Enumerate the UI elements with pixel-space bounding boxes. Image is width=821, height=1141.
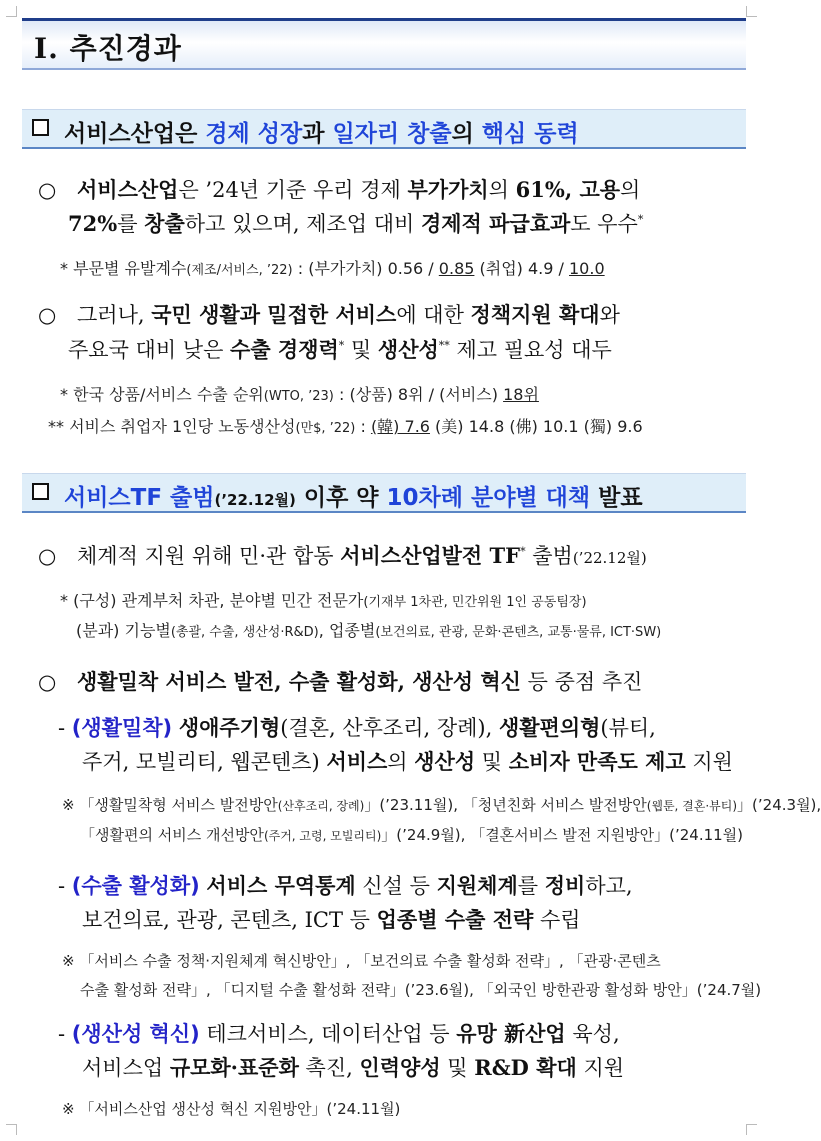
footnote: * 부문별 유발계수(제조/서비스, ’22) : (부가가치) 0.56 / 0.85 (취업) 4.9 / 10.0 <box>60 259 605 278</box>
chapter-title: Ⅰ. 추진경과 <box>34 32 182 65</box>
reference-note: ※ 「서비스산업 생산성 혁신 지원방안」(’24.11월) <box>62 1100 401 1118</box>
crop-mark <box>746 1124 757 1135</box>
footnote: * 한국 상품/서비스 수출 순위(WTO, ’23) : (상품) 8위 / (서비스) 18위 <box>60 385 539 404</box>
chapter-title-bar <box>22 18 746 70</box>
section-heading-1 <box>22 109 746 149</box>
section-heading-2 <box>22 473 746 513</box>
footnote: * (구성) 관계부처 차관, 분야별 민간 전문가(기재부 1차관, 민간위원 1인 공동팀장) <box>60 591 587 610</box>
sub-item-continuation: 주거, 모빌리티, 웹콘텐츠) 서비스의 생산성 및 소비자 만족도 제고 지원 <box>82 749 733 774</box>
list-item-continuation: 72%를 창출하고 있으며, 제조업 대비 경제적 파급효과도 우수* <box>68 211 644 236</box>
circle-bullet-icon: ○ <box>38 178 57 202</box>
sub-item-continuation: 보건의료, 관광, 콘텐츠, ICT 등 업종별 수출 전략 수립 <box>82 907 581 932</box>
crop-mark <box>746 6 757 17</box>
list-item: ○ 그러나, 국민 생활과 밀접한 서비스에 대한 정책지원 확대와 <box>38 302 620 327</box>
crop-mark <box>6 6 17 17</box>
list-item-continuation: 주요국 대비 낮은 수출 경쟁력* 및 생산성** 제고 필요성 대두 <box>68 337 612 362</box>
checkbox-square-icon <box>32 119 49 136</box>
list-item: ○ 체계적 지원 위해 민·관 합동 서비스산업발전 TF* 출범(’22.12월) <box>38 543 647 568</box>
footnote-continuation: (분과) 기능별(총괄, 수출, 생산성·R&D), 업종별(보건의료, 관광, 문화·콘텐츠, 교통·물류, ICT·SW) <box>76 621 662 640</box>
section-heading-text: 서비스TF 출범(’22.12월) 이후 약 10차례 분야별 대책 발표 <box>64 485 643 511</box>
circle-bullet-icon: ○ <box>38 544 57 568</box>
reference-note: ※ 「생활밀착형 서비스 발전방안(산후조리, 장례)」(’23.11월), 「청년친화 서비스 발전방안(웹툰, 결혼·뷰티)」(’24.3월), <box>62 796 821 814</box>
sub-item-continuation: 서비스업 규모화·표준화 촉진, 인력양성 및 R&D 확대 지원 <box>82 1055 625 1080</box>
crop-mark <box>6 1124 17 1135</box>
checkbox-square-icon <box>32 483 49 500</box>
reference-note: ※ 「서비스 수출 정책·지원체계 혁신방안」, 「보건의료 수출 활성화 전략」, 「관광·콘텐츠 <box>62 952 661 970</box>
sub-item: - (생산성 혁신) 테크서비스, 데이터산업 등 유망 新산업 육성, <box>58 1021 620 1046</box>
reference-note-continuation: 수출 활성화 전략」, 「디지털 수출 활성화 전략」(’23.6월), 「외국인 방한관광 활성화 방안」(’24.7월) <box>80 981 762 999</box>
list-item: ○ 서비스산업은 ’24년 기준 우리 경제 부가가치의 61%, 고용의 <box>38 177 641 202</box>
circle-bullet-icon: ○ <box>38 303 57 327</box>
reference-note-continuation: 「생활편의 서비스 개선방안(주거, 고령, 모빌리티)」(’24.9월), 「결혼서비스 발전 지원방안」(’24.11월) <box>80 826 744 844</box>
section-heading-text: 서비스산업은 경제 성장과 일자리 창출의 핵심 동력 <box>64 121 579 147</box>
sub-item: - (생활밀착) 생애주기형(결혼, 산후조리, 장례), 생활편의형(뷰티, <box>58 715 656 740</box>
footnote: ** 서비스 취업자 1인당 노동생산성(만$, ’22) : (韓) 7.6 (美) 14.8 (佛) 10.1 (獨) 9.6 <box>48 417 643 436</box>
circle-bullet-icon: ○ <box>38 670 57 694</box>
sub-item: - (수출 활성화) 서비스 무역통계 신설 등 지원체계를 정비하고, <box>58 873 633 898</box>
list-item: ○ 생활밀착 서비스 발전, 수출 활성화, 생산성 혁신 등 중점 추진 <box>38 669 643 694</box>
